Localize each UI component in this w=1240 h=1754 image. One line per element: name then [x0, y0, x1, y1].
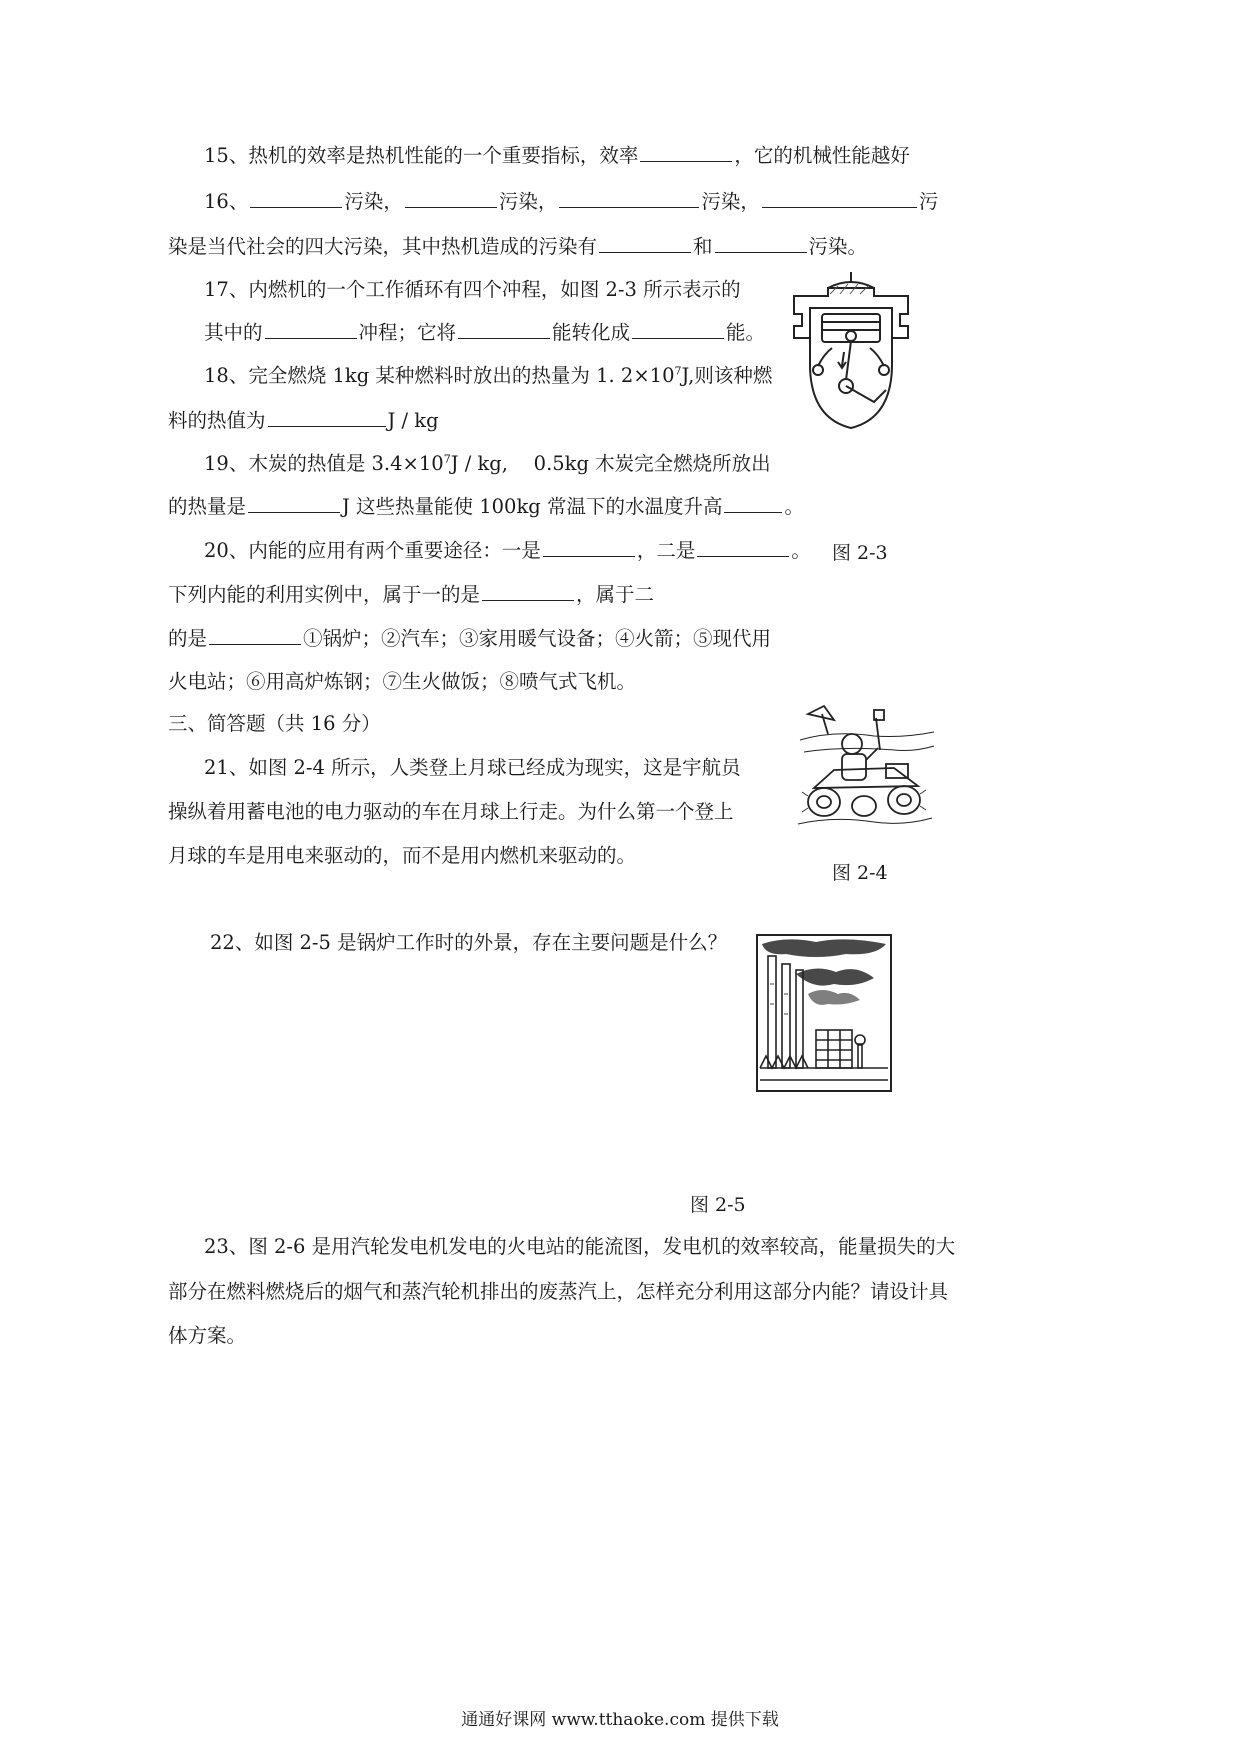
answer-blank[interactable]: [715, 232, 807, 253]
figure-2-4-caption: 图 2-4: [832, 862, 888, 884]
answer-blank[interactable]: [559, 187, 699, 208]
answer-blank[interactable]: [209, 624, 301, 645]
question-21-line-2: 操纵着用蓄电池的电力驱动的车在月球上行走。为什么第一个登上: [168, 800, 734, 823]
answer-blank[interactable]: [632, 318, 724, 339]
answer-blank[interactable]: [405, 187, 497, 208]
answer-blank[interactable]: [762, 187, 917, 208]
question-20-line-2: 下列内能的利用实例中，属于一的是 ，属于二: [168, 580, 654, 609]
answer-blank[interactable]: [724, 492, 782, 513]
question-16-line-1: 16、 污染， 污染， 污染， 污: [204, 187, 938, 216]
engine-cylinder-figure: [788, 268, 914, 436]
figure-2-5-caption: 图 2-5: [690, 1194, 746, 1216]
question-21-line-1: 21、如图 2-4 所示，人类登上月球已经成为现实，这是宇航员: [204, 756, 741, 779]
question-19-line-1: 19、木炭的热值是 $3.4\times 10^7J$ / kg, 0.5kg 木炭完全燃烧所放出: [204, 452, 771, 475]
question-19-line-2: 的热量是 J 这些热量能使 100kg 常温下的水温度升高 。: [168, 492, 804, 521]
section-3-title: 三、简答题（共 16 分）: [168, 712, 381, 735]
question-20-line-1: 20、内能的应用有两个重要途径：一是 ，二是 。: [204, 536, 811, 565]
question-18-line-1: 18、完全燃烧 1kg 某种燃料时放出的热量为 1. $2\times 10^7J$,则该种燃: [204, 364, 773, 387]
question-21-line-3: 月球的车是用电来驱动的，而不是用内燃机来驱动的。: [168, 844, 637, 867]
question-22: 22、如图 2-5 是锅炉工作时的外景，存在主要问题是什么？: [210, 931, 728, 954]
answer-blank[interactable]: [640, 141, 732, 162]
question-23-line-3: 体方案。: [168, 1324, 247, 1347]
boiler-factory-figure: [756, 934, 892, 1092]
question-20-line-4: 火电站；⑥用高炉炼钢；⑦生火做饭；⑧喷气式飞机。: [168, 670, 637, 693]
question-15: 15、热机的效率是热机性能的一个重要指标，效率 ，它的机械性能越好: [204, 141, 910, 170]
question-18-line-2: 料的热值为 J / kg: [168, 406, 439, 435]
answer-blank[interactable]: [599, 232, 691, 253]
question-16-line-2: 染是当代社会的四大污染，其中热机造成的污染有 和 污染。: [168, 232, 867, 261]
question-17-line-2: 其中的 冲程；它将 能转化成 能。: [204, 318, 765, 347]
answer-blank[interactable]: [543, 536, 635, 557]
question-20-line-3: 的是 ①锅炉；②汽车；③家用暖气设备；④火箭；⑤现代用: [168, 624, 771, 653]
answer-blank[interactable]: [250, 187, 342, 208]
answer-blank[interactable]: [482, 580, 574, 601]
answer-blank[interactable]: [248, 492, 340, 513]
question-23-line-1: 23、图 2-6 是用汽轮发电机发电的火电站的能流图，发电机的效率较高，能量损失的大: [204, 1235, 956, 1258]
lunar-rover-figure: [794, 700, 936, 834]
question-17-line-1: 17、内燃机的一个工作循环有四个冲程，如图 2-3 所示表示的: [204, 278, 741, 301]
answer-blank[interactable]: [268, 406, 386, 427]
answer-blank[interactable]: [265, 318, 357, 339]
answer-blank[interactable]: [458, 318, 550, 339]
page-footer: 通通好课网 www.tthaoke.com 提供下载: [461, 1710, 779, 1730]
figure-2-3-caption: 图 2-3: [832, 542, 888, 564]
question-23-line-2: 部分在燃料燃烧后的烟气和蒸汽轮机排出的废蒸汽上，怎样充分利用这部分内能？请设计具: [168, 1280, 949, 1303]
answer-blank[interactable]: [697, 536, 789, 557]
